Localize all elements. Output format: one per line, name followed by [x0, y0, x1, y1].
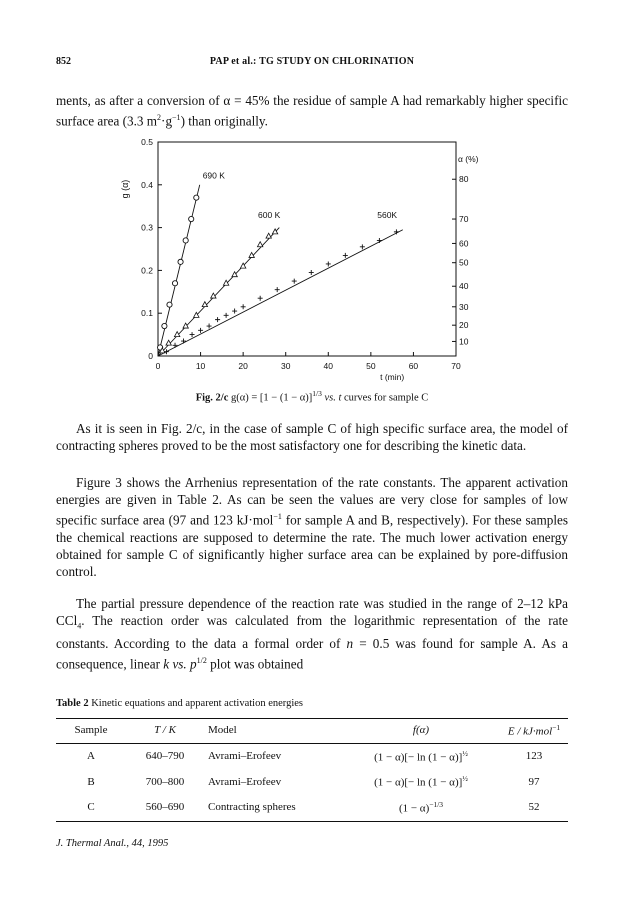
cell-f-sup: ½ — [462, 774, 468, 784]
y-tick-label: 0.1 — [141, 308, 153, 319]
p2-text-a: Figure 3 shows the Arrhenius representation of the rate constants. The apparent activation energies are given in Table 2. As can be seen the values are very close for samples of low specific surface area (97 and 123 kJ·mol — [56, 475, 568, 528]
cell-f-sup: ½ — [462, 748, 468, 758]
table-row — [56, 743, 568, 769]
cell-f-base: (1 − α) — [398, 802, 430, 815]
p2-text-b: for sample A and B, respectively). For these samples the chemical reactions are supposed to determine the rate. The much lower activation energy obtained for sample C of significantly higher surface area can be explained by pore-diffusion control. — [56, 512, 569, 580]
x-tick-label: 10 — [195, 361, 206, 371]
data-point-plus — [224, 313, 229, 318]
y-tick-label: 0.3 — [141, 222, 153, 233]
th-energy — [500, 719, 568, 744]
right-tick-label: 10 — [459, 336, 469, 347]
body-paragraph-2 — [56, 474, 568, 581]
figure-caption-text-1: g(α) = [1 − (1 − α)] — [228, 392, 313, 404]
data-point-plus — [215, 317, 220, 322]
journal-citation: J. Thermal Anal., 44, 1995 — [56, 838, 169, 849]
cell-energy: 97 — [528, 775, 540, 788]
series-annotation: 690 K — [202, 170, 225, 181]
kinetic-table — [56, 718, 568, 822]
th-f-alpha-label: f(α) — [412, 724, 430, 737]
data-point-triangle — [266, 233, 271, 238]
cell-sample: C — [56, 795, 126, 821]
series-line — [158, 230, 403, 356]
data-point-plus — [173, 343, 178, 348]
right-tick-label: 50 — [459, 257, 469, 268]
figure-caption-sup: 1/3 — [312, 389, 322, 398]
data-point-circle — [178, 259, 183, 264]
intro-text-c: ) than originally. — [180, 113, 268, 129]
right-tick-label: 20 — [459, 320, 469, 331]
p3-text-a: The partial pressure dependence of the reaction rate was studied in the range of 2–12 kPa CCl — [56, 596, 568, 629]
data-point-plus — [343, 253, 348, 258]
series-annotation: 560K — [377, 210, 398, 221]
page-number: 852 — [56, 56, 71, 67]
right-tick-label: 30 — [459, 301, 469, 312]
data-point-plus — [309, 270, 314, 275]
cell-f-base: (1 − α)[− ln (1 − α)] — [374, 776, 463, 789]
data-point-plus — [190, 332, 195, 337]
cell-f-alpha — [342, 795, 500, 821]
data-point-plus — [360, 244, 365, 249]
p3-n: n — [346, 636, 354, 652]
x-axis-label: t (min) — [380, 372, 405, 382]
data-point-circle — [183, 238, 188, 243]
intro-text-a: ments, as after a conversion of α = 45% the residue of sample A had remarkably higher specific surface area (3.3 m — [56, 93, 568, 129]
data-point-circle — [167, 302, 172, 307]
p3-text-c: = 0.5 was found for sample A. As a consequence, linear — [56, 636, 568, 672]
x-tick-label: 30 — [280, 361, 291, 371]
p3-text-b: . The reaction order was calculated from the logarithmic representation of the rate constants. According to the data a formal order of — [56, 613, 568, 652]
cell-sample: B — [87, 775, 95, 788]
data-point-plus — [232, 309, 237, 314]
right-tick-label: 70 — [459, 214, 469, 225]
x-tick-label: 70 — [451, 361, 461, 371]
p3-sub: 4 — [77, 621, 82, 631]
th-sample: Sample — [56, 719, 126, 744]
cell-temperature: 560–690 — [126, 795, 204, 821]
table-header-row — [56, 719, 568, 744]
x-tick-label: 40 — [323, 361, 334, 371]
figure-caption-text-2: curves for sample C — [341, 392, 429, 404]
th-model: Model — [204, 719, 342, 744]
figure-caption-vs: vs. t — [321, 392, 342, 404]
data-point-plus — [181, 339, 186, 344]
data-point-plus — [164, 349, 169, 354]
intro-sup-1: 2 — [157, 113, 162, 123]
right-tick-label: 80 — [459, 174, 469, 185]
y-tick-label: 0 — [148, 351, 153, 361]
cell-model: Avrami–Erofeev — [208, 775, 282, 788]
data-point-triangle — [223, 280, 228, 285]
p3-psup: 1/2 — [196, 656, 207, 666]
p3-vs: vs. — [169, 656, 191, 672]
cell-temperature: 700–800 — [145, 775, 185, 788]
running-title: PAP et al.: TG STUDY ON CHLORINATION — [209, 56, 415, 67]
intro-sup-2: −1 — [172, 113, 181, 123]
right-tick-label: 60 — [459, 238, 469, 249]
x-tick-label: 20 — [238, 361, 248, 371]
data-point-plus — [377, 238, 382, 243]
th-energy-label: E / kJ·mol — [507, 725, 553, 738]
body-paragraph-1: As it is seen in Fig. 2/c, in the case of sample C of high specific surface area, the model of contracting spheres proved to be the most satisfactory one for describing the kinetic data. — [56, 421, 568, 454]
y-tick-label: 0.4 — [141, 179, 153, 190]
intro-text-b: ·g — [161, 113, 173, 129]
data-point-circle — [162, 323, 167, 328]
data-point-circle — [194, 195, 199, 200]
cell-temperature: 640–790 — [145, 749, 185, 762]
figure-caption — [0, 389, 624, 404]
th-f-alpha — [342, 719, 500, 744]
x-tick-label: 60 — [408, 361, 419, 371]
data-point-plus — [326, 261, 331, 266]
cell-f-base: (1 − α)[− ln (1 − α)] — [374, 751, 463, 764]
y-axis-label: g (α) — [120, 179, 130, 199]
x-tick-label: 0 — [155, 361, 161, 371]
series-annotation: 600 K — [258, 210, 281, 221]
right-tick-label: 40 — [459, 281, 469, 292]
cell-f-alpha — [342, 769, 500, 795]
data-point-plus — [292, 279, 297, 284]
table-caption-label: Table 2 — [56, 698, 89, 709]
table-caption — [56, 698, 303, 709]
y-tick-label: 0.2 — [141, 265, 153, 276]
data-point-triangle — [257, 242, 262, 247]
series-line — [158, 185, 200, 356]
figure-caption-label: Fig. 2/c — [195, 392, 229, 404]
body-paragraph-3 — [56, 595, 568, 673]
table-row — [56, 795, 568, 821]
data-point-plus — [241, 304, 246, 309]
data-point-circle — [189, 216, 194, 221]
data-point-circle — [172, 281, 177, 286]
p3-k: k — [163, 656, 170, 672]
th-temperature — [126, 719, 204, 744]
y-tick-label: 0.5 — [141, 137, 153, 147]
table-row — [56, 769, 568, 795]
data-point-triangle — [183, 323, 188, 328]
p3-text-d: plot was obtained — [206, 656, 304, 672]
p2-sup: −1 — [273, 512, 282, 522]
p3-p: p — [190, 656, 197, 672]
cell-model: Avrami–Erofeev — [208, 749, 282, 762]
cell-f-alpha — [342, 743, 500, 769]
cell-energy: 52 — [500, 795, 568, 821]
table-caption-text: Kinetic equations and apparent activation energies — [88, 698, 303, 709]
th-energy-sup: −1 — [552, 723, 561, 732]
right-axis-label: α (%) — [458, 154, 479, 165]
cell-energy: 123 — [525, 749, 543, 762]
th-temperature-label: T / K — [154, 724, 176, 737]
data-point-plus — [198, 328, 203, 333]
cell-sample: A — [87, 749, 95, 762]
x-tick-label: 50 — [366, 361, 376, 371]
data-point-plus — [258, 296, 263, 301]
data-point-plus — [275, 287, 280, 292]
cell-model: Contracting spheres — [204, 795, 342, 821]
cell-f-sup: −1/3 — [429, 799, 444, 809]
data-point-plus — [207, 324, 212, 329]
